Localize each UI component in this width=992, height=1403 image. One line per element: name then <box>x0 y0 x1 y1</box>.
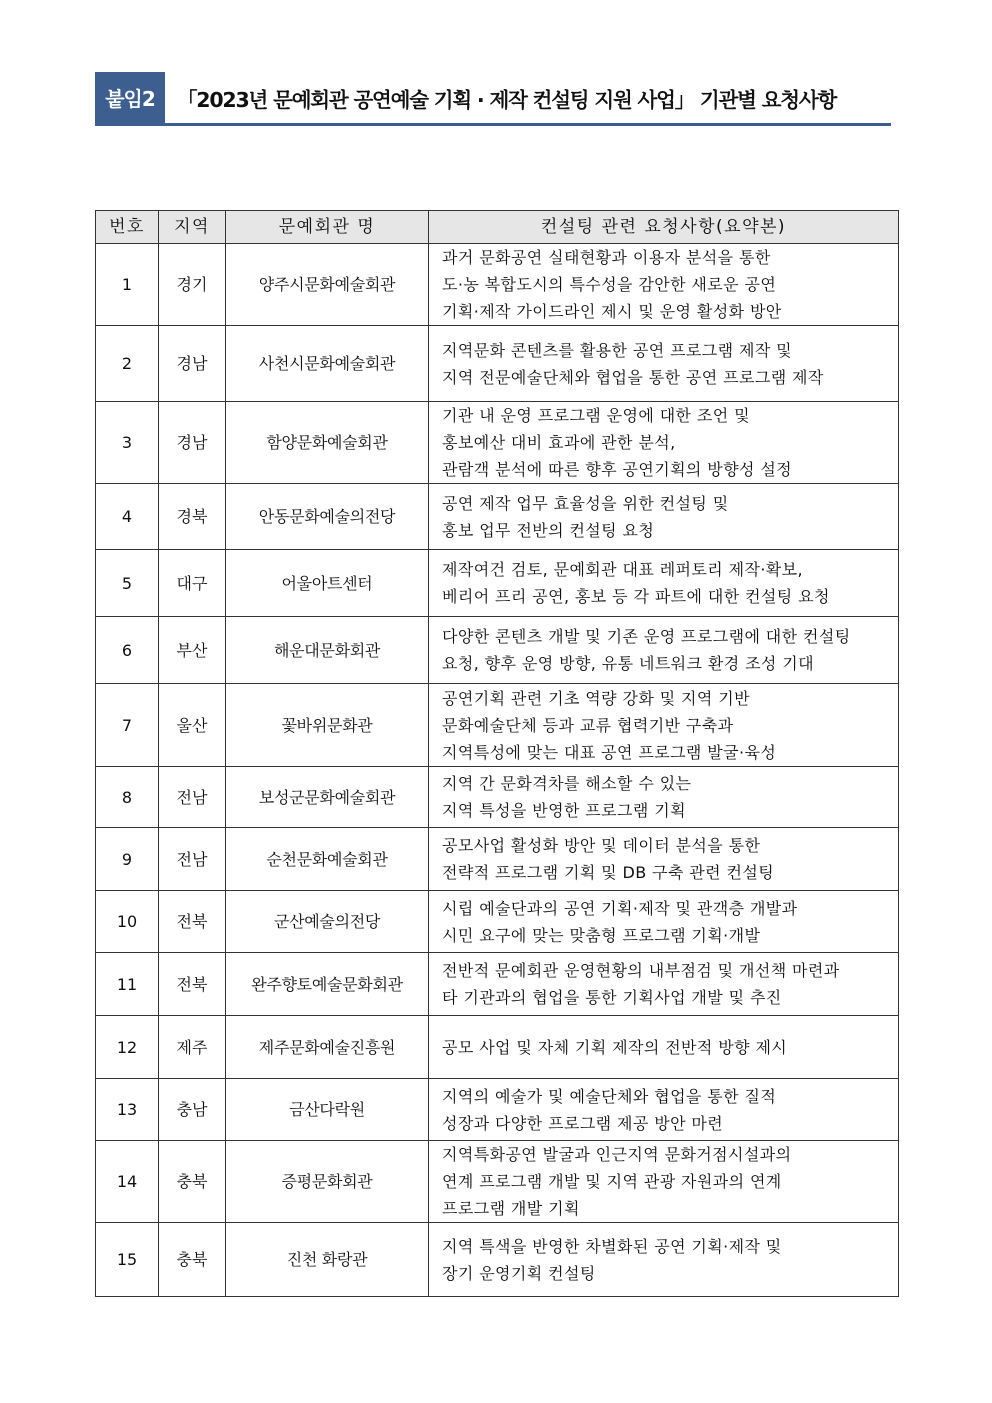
request-line: 도·농 복합도시의 특수성을 감안한 새로운 공연 <box>442 275 777 294</box>
document-title: 「2023년 문예회관 공연예술 기획 · 제작 컨설팅 지원 사업」 기관별 요청사항 <box>177 87 837 112</box>
row-region: 부산 <box>159 617 226 684</box>
row-hall-name: 함양문화예술회관 <box>226 402 429 484</box>
request-line: 지역의 예술가 및 예술단체와 협업을 통한 질적 <box>442 1086 777 1106</box>
request-line: 홍보예산 대비 효과에 관한 분석, <box>442 433 676 452</box>
request-line: 전반적 문예회관 운영현황의 내부점검 및 개선책 마련과 <box>442 961 840 980</box>
row-request <box>429 326 899 402</box>
row-number: 12 <box>96 1016 159 1079</box>
table-row <box>96 326 899 402</box>
request-line: 기획·제작 가이드라인 제시 및 운영 활성화 방안 <box>442 302 782 321</box>
row-number: 4 <box>96 484 159 550</box>
row-request <box>429 244 899 326</box>
request-line: 공모 사업 및 자체 기획 제작의 전반적 방향 제시 <box>442 1037 788 1057</box>
request-line: 공모사업 활성화 방안 및 데이터 분석을 통한 <box>442 836 761 855</box>
table-row <box>96 1223 899 1297</box>
row-hall-name: 증평문화회관 <box>226 1141 429 1223</box>
request-line: 공연 제작 업무 효율성을 위한 컨설팅 및 <box>442 493 729 513</box>
row-number: 7 <box>96 684 159 767</box>
request-line: 다양한 콘텐츠 개발 및 기존 운영 프로그램에 대한 컨설팅 <box>442 627 851 646</box>
row-hall-name: 군산예술의전당 <box>226 891 429 953</box>
column-header-number: 번호 <box>96 211 159 244</box>
row-request <box>429 1016 899 1079</box>
request-line: 시민 요구에 맞는 맞춤형 프로그램 기획·개발 <box>442 925 761 945</box>
attachment-badge: 붙임2 <box>95 72 165 123</box>
request-line: 지역 간 문화격차를 해소할 수 있는 <box>442 774 692 793</box>
request-line: 관람객 분석에 따른 향후 공연기획의 방향성 설정 <box>442 460 793 479</box>
row-request <box>429 1079 899 1141</box>
row-region: 경북 <box>159 484 226 550</box>
row-number: 15 <box>96 1223 159 1297</box>
row-region: 충북 <box>159 1141 226 1223</box>
row-request <box>429 684 899 767</box>
row-region: 경남 <box>159 326 226 402</box>
row-region: 전남 <box>159 828 226 891</box>
row-request <box>429 953 899 1016</box>
row-request <box>429 484 899 550</box>
row-hall-name: 어울아트센터 <box>226 550 429 617</box>
table-header-row <box>96 211 899 244</box>
request-line: 과거 문화공연 실태현황과 이용자 분석을 통한 <box>442 248 771 267</box>
request-line: 지역문화 콘텐츠를 활용한 공연 프로그램 제작 및 <box>442 340 793 360</box>
table-row <box>96 891 899 953</box>
row-hall-name: 꽃바위문화관 <box>226 684 429 767</box>
request-line: 문화예술단체 등과 교류 협력기반 구축과 <box>442 715 734 735</box>
row-number: 5 <box>96 550 159 617</box>
request-line: 요청, 향후 운영 방향, 유통 네트워크 환경 조성 기대 <box>442 654 814 673</box>
row-number: 2 <box>96 326 159 402</box>
table-row <box>96 484 899 550</box>
table-row <box>96 767 899 828</box>
row-request <box>429 550 899 617</box>
row-hall-name: 보성군문화예술회관 <box>226 767 429 828</box>
column-header-region: 지역 <box>159 211 226 244</box>
table-row <box>96 1016 899 1079</box>
row-hall-name: 순천문화예술회관 <box>226 828 429 891</box>
request-line: 지역특화공연 발굴과 인근지역 문화거점시설과의 <box>442 1145 792 1164</box>
row-request <box>429 828 899 891</box>
row-number: 10 <box>96 891 159 953</box>
table-row <box>96 953 899 1016</box>
row-region: 제주 <box>159 1016 226 1079</box>
row-request <box>429 1141 899 1223</box>
row-number: 3 <box>96 402 159 484</box>
request-line: 장기 운영기획 컨설팅 <box>442 1263 596 1283</box>
request-line: 지역 특성을 반영한 프로그램 기획 <box>442 801 686 820</box>
row-number: 1 <box>96 244 159 326</box>
table-body <box>96 244 899 1297</box>
request-line: 지역특성에 맞는 대표 공연 프로그램 발굴·육성 <box>442 742 777 762</box>
request-line: 기관 내 운영 프로그램 운영에 대한 조언 및 <box>442 406 750 425</box>
table-row <box>96 550 899 617</box>
request-line: 지역 특색을 반영한 차별화된 공연 기획·제작 및 <box>442 1236 782 1256</box>
table-row <box>96 828 899 891</box>
table-row <box>96 1141 899 1223</box>
request-line: 제작여건 검토, 문예회관 대표 레퍼토리 제작·확보, <box>442 560 804 579</box>
row-region: 경남 <box>159 402 226 484</box>
request-line: 전략적 프로그램 기획 및 DB 구축 관련 컨설팅 <box>442 863 775 882</box>
request-line: 연계 프로그램 개발 및 지역 관광 자원과의 연계 <box>442 1172 782 1191</box>
row-region: 충북 <box>159 1223 226 1297</box>
row-region: 충남 <box>159 1079 226 1141</box>
row-number: 11 <box>96 953 159 1016</box>
row-request <box>429 617 899 684</box>
row-number: 8 <box>96 767 159 828</box>
request-line: 시립 예술단과의 공연 기획·제작 및 관객층 개발과 <box>442 898 798 918</box>
column-header-request: 컨설팅 관련 요청사항(요약본) <box>429 211 899 244</box>
table-row <box>96 684 899 767</box>
row-region: 전남 <box>159 767 226 828</box>
row-number: 9 <box>96 828 159 891</box>
row-hall-name: 안동문화예술의전당 <box>226 484 429 550</box>
row-hall-name: 제주문화예술진흥원 <box>226 1016 429 1079</box>
request-line: 성장과 다양한 프로그램 제공 방안 마련 <box>442 1113 724 1133</box>
row-number: 6 <box>96 617 159 684</box>
request-line: 홍보 업무 전반의 컨설팅 요청 <box>442 520 655 540</box>
row-region: 전북 <box>159 891 226 953</box>
row-hall-name: 해운대문화회관 <box>226 617 429 684</box>
request-line: 프로그램 개발 기획 <box>442 1199 580 1218</box>
request-table <box>95 210 899 1297</box>
column-header-hall-name: 문예회관 명 <box>226 211 429 244</box>
row-region: 경기 <box>159 244 226 326</box>
table-row <box>96 617 899 684</box>
row-hall-name: 금산다락원 <box>226 1079 429 1141</box>
request-line: 공연기획 관련 기초 역량 강화 및 지역 기반 <box>442 688 750 708</box>
row-region: 울산 <box>159 684 226 767</box>
row-hall-name: 사천시문화예술회관 <box>226 326 429 402</box>
row-request <box>429 1223 899 1297</box>
row-region: 전북 <box>159 953 226 1016</box>
table-row <box>96 1079 899 1141</box>
row-request <box>429 402 899 484</box>
row-region: 대구 <box>159 550 226 617</box>
row-hall-name: 진천 화랑관 <box>226 1223 429 1297</box>
row-number: 14 <box>96 1141 159 1223</box>
table-row <box>96 402 899 484</box>
row-request <box>429 891 899 953</box>
table-row <box>96 244 899 326</box>
row-hall-name: 양주시문화예술회관 <box>226 244 429 326</box>
request-line: 지역 전문예술단체와 협업을 통한 공연 프로그램 제작 <box>442 367 824 387</box>
row-request <box>429 767 899 828</box>
row-number: 13 <box>96 1079 159 1141</box>
document-header <box>95 72 891 126</box>
request-line: 베리어 프리 공연, 홍보 등 각 파트에 대한 컨설팅 요청 <box>442 587 830 606</box>
row-hall-name: 완주향토예술문화회관 <box>226 953 429 1016</box>
request-line: 타 기관과의 협업을 통한 기획사업 개발 및 추진 <box>442 988 782 1007</box>
